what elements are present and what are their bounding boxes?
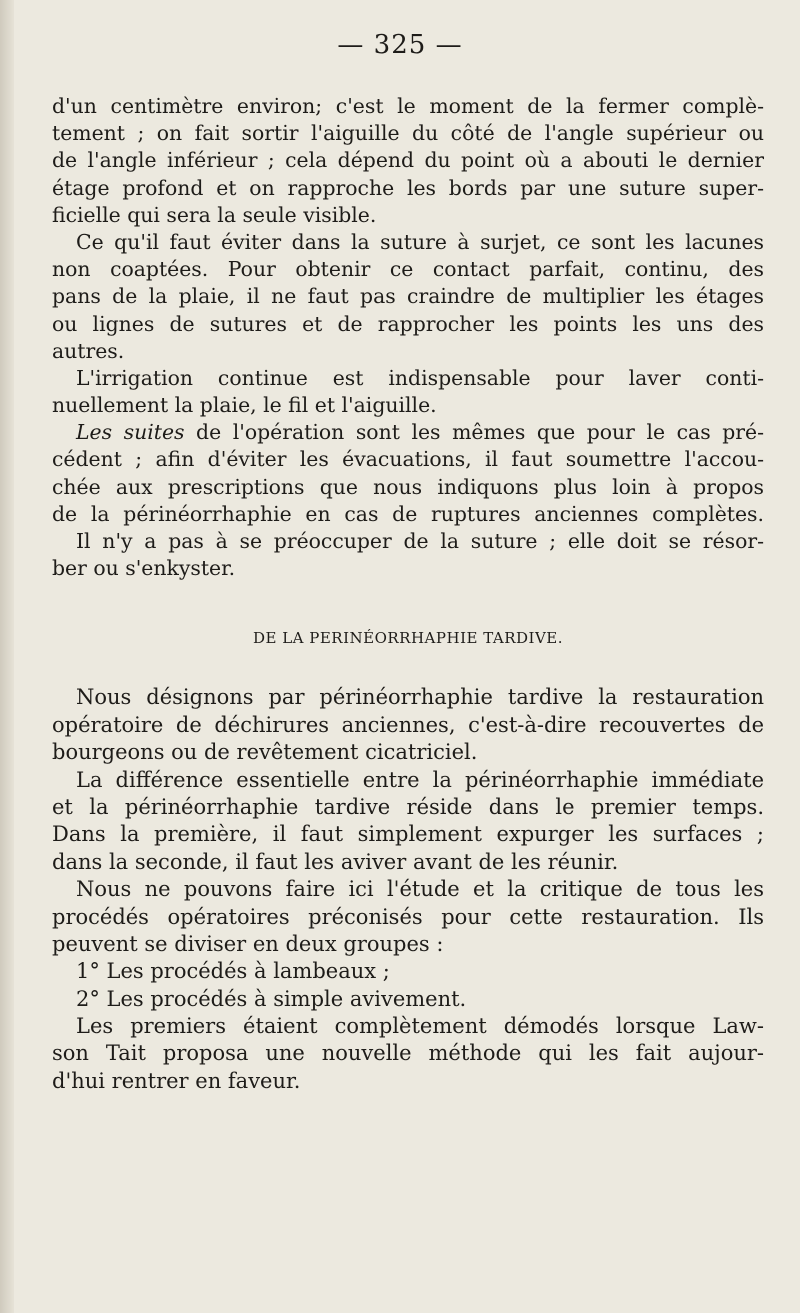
text-line: de la périnéorrhaphie en cas de ruptures anciennes complètes. [52, 501, 764, 526]
text-line: d'un centimètre environ; c'est le moment de la fermer complè- [52, 94, 764, 118]
text-line: pans de la plaie, il ne faut pas craindre de multiplier les étages [52, 284, 764, 309]
text-line: nuellement la plaie, le fil et l'aiguille. [52, 393, 437, 418]
list-item: 2° Les procédés à simple avivement. [76, 986, 467, 1011]
text-line: ou lignes de sutures et de rapprocher les points les uns des [52, 311, 764, 336]
text-line-suites [52, 419, 764, 446]
section-heading: DE LA PERINÉORRHAPHIE TARDIVE. [252, 629, 564, 648]
page-body [52, 93, 764, 1095]
text-line: Il n'y a pas à se préoccuper de la suture ; elle doit se résor- [76, 529, 764, 553]
text-line: dans la seconde, il faut les aviver avant de les réunir. [52, 849, 619, 874]
text-line: chée aux prescriptions que nous indiquons plus loin à propos [52, 474, 764, 499]
text-line: non coaptées. Pour obtenir ce contact parfait, continu, des [52, 257, 764, 282]
text-line: d'hui rentrer en faveur. [52, 1068, 301, 1093]
text-line: ber ou s'enkyster. [52, 556, 236, 581]
italic-term: Les suites [76, 420, 185, 445]
text-line: bourgeons ou de revêtement cicatriciel. [52, 740, 478, 765]
page-number: — 325 — [337, 30, 463, 60]
text-line: son Tait proposa une nouvelle méthode qui les fait aujour- [52, 1041, 764, 1066]
page-binding-edge [0, 0, 14, 1313]
section-suture-text [52, 93, 764, 582]
text-line: L'irrigation continue est indispensable pour laver conti- [76, 365, 764, 390]
text-line: et la périnéorrhaphie tardive réside dans le premier temps. [52, 794, 764, 819]
text-line: de l'angle inférieur ; cela dépend du point où a abouti le dernier [52, 148, 764, 173]
text-line: autres. [52, 338, 125, 363]
text-line: procédés opératoires préconisés pour cette restauration. Ils [52, 904, 764, 929]
text-line: Nous ne pouvons faire ici l'étude et la critique de tous les [76, 877, 764, 902]
text-line: Nous désignons par périnéorrhaphie tardive la restauration [76, 685, 764, 710]
section-tardive-text [52, 684, 764, 1095]
text-fragment: de l'opération sont les mêmes que pour le cas pré- [184, 420, 764, 445]
text-line: opératoire de déchirures anciennes, c'est-à-dire recouvertes de [52, 712, 764, 737]
list-item: 1° Les procédés à lambeaux ; [76, 959, 390, 984]
text-line: Dans la première, il faut simplement expurger les surfaces ; [52, 822, 764, 847]
text-line: Ce qu'il faut éviter dans la suture à surjet, ce sont les lacunes [76, 229, 764, 254]
text-line: cédent ; afin d'éviter les évacuations, il faut soumettre l'accou- [52, 447, 764, 472]
text-line: peuvent se diviser en deux groupes : [52, 931, 444, 956]
text-line: tement ; on fait sortir l'aiguille du côté de l'angle supérieur ou [52, 121, 764, 146]
text-line: La différence essentielle entre la périnéorrhaphie immédiate [76, 767, 764, 792]
text-line: étage profond et on rapproche les bords par une suture super- [52, 175, 764, 200]
text-line: Les premiers étaient complètement démodés lorsque Law- [76, 1014, 764, 1039]
text-line: ficielle qui sera la seule visible. [52, 202, 377, 227]
